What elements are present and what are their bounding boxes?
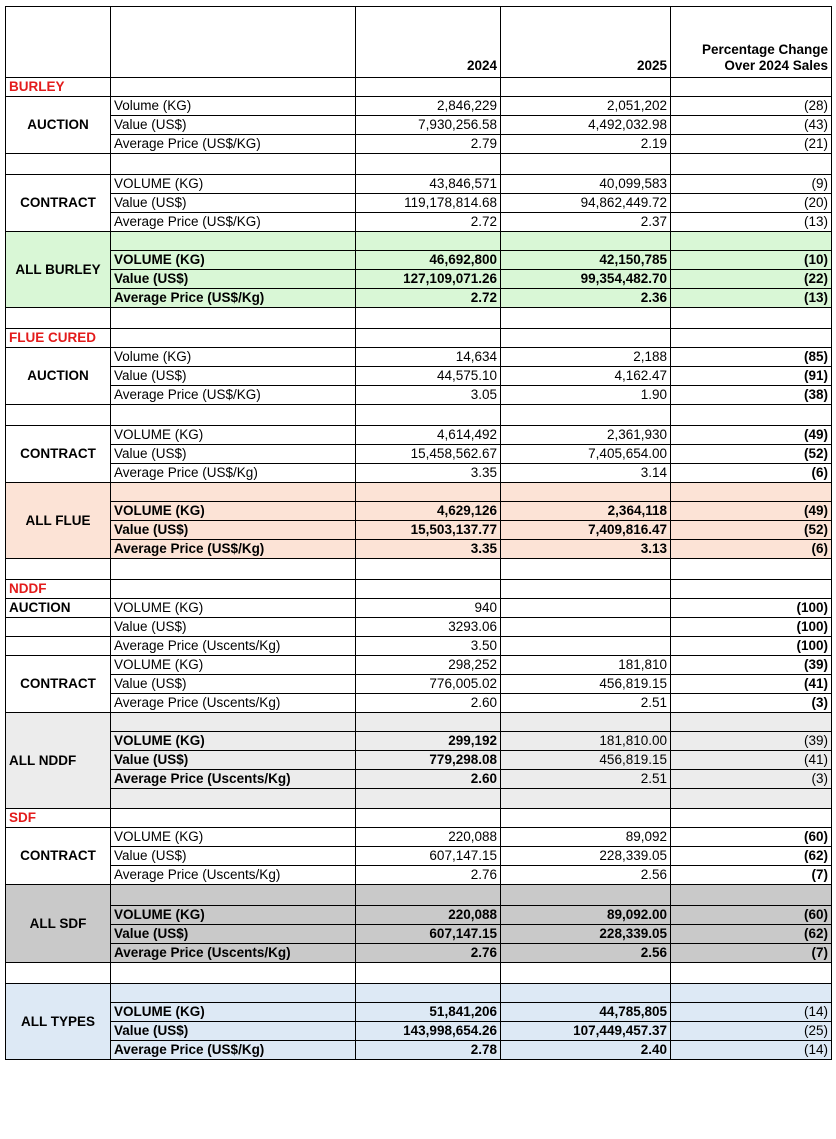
row-label: Value (US$) <box>111 618 356 637</box>
value-2024: 15,458,562.67 <box>356 445 501 464</box>
value-2025: 1.90 <box>501 386 671 405</box>
value-2025: 456,819.15 <box>501 751 671 770</box>
value-2025: 2,051,202 <box>501 97 671 116</box>
row-label: Value (US$) <box>111 194 356 213</box>
value-2024: 3.35 <box>356 464 501 483</box>
percent-change: (14) <box>671 1041 832 1060</box>
table-row <box>6 599 832 618</box>
percent-change: (85) <box>671 348 832 367</box>
row-label: Average Price (Uscents/Kg) <box>111 637 356 656</box>
percent-change: (14) <box>671 1003 832 1022</box>
section-row <box>6 329 832 348</box>
percent-change: (38) <box>671 386 832 405</box>
row-label: Average Price (US$/KG) <box>111 386 356 405</box>
flue-auction-label: AUCTION <box>6 348 111 405</box>
value-2025: 2.56 <box>501 944 671 963</box>
total-row <box>6 732 832 751</box>
percent-change: (39) <box>671 656 832 675</box>
percent-change: (52) <box>671 445 832 464</box>
value-2025: 2,361,930 <box>501 426 671 445</box>
percent-change: (62) <box>671 847 832 866</box>
value-2025: 2.51 <box>501 770 671 789</box>
tobacco-sales-table <box>5 6 832 1060</box>
percent-change: (28) <box>671 97 832 116</box>
value-2024: 2,846,229 <box>356 97 501 116</box>
value-2024: 2.72 <box>356 213 501 232</box>
spacer-row <box>6 405 832 426</box>
table-row <box>6 116 832 135</box>
value-2024: 7,930,256.58 <box>356 116 501 135</box>
row-label: VOLUME (KG) <box>111 828 356 847</box>
value-2025: 2.19 <box>501 135 671 154</box>
table-row <box>6 637 832 656</box>
value-2024: 3.05 <box>356 386 501 405</box>
value-2024: 46,692,800 <box>356 251 501 270</box>
value-2024: 940 <box>356 599 501 618</box>
section-row <box>6 809 832 828</box>
flue-contract-label: CONTRACT <box>6 426 111 483</box>
total-spacer-row <box>6 885 832 906</box>
value-2024: 43,846,571 <box>356 175 501 194</box>
section-row <box>6 78 832 97</box>
nddf-auction-label: AUCTION <box>6 599 111 618</box>
row-label: VOLUME (KG) <box>111 656 356 675</box>
value-2025: 2,364,118 <box>501 502 671 521</box>
burley-auction-label: AUCTION <box>6 97 111 154</box>
table-row <box>6 175 832 194</box>
total-row <box>6 502 832 521</box>
table-row <box>6 464 832 483</box>
value-2024: 298,252 <box>356 656 501 675</box>
row-label: Value (US$) <box>111 847 356 866</box>
percent-change: (9) <box>671 175 832 194</box>
percent-change: (22) <box>671 270 832 289</box>
total-row <box>6 770 832 789</box>
value-2025: 2,188 <box>501 348 671 367</box>
percent-change: (7) <box>671 944 832 963</box>
row-label: Value (US$) <box>111 521 356 540</box>
value-2024: 44,575.10 <box>356 367 501 386</box>
row-label: Value (US$) <box>111 925 356 944</box>
percent-change: (43) <box>671 116 832 135</box>
section-title-burley: BURLEY <box>6 78 111 97</box>
section-row <box>6 580 832 599</box>
value-2024: 3293.06 <box>356 618 501 637</box>
percent-change: (49) <box>671 502 832 521</box>
row-label: Average Price (US$/KG) <box>111 135 356 154</box>
table-row <box>6 367 832 386</box>
all-sdf-label: ALL SDF <box>6 885 111 963</box>
total-spacer-row <box>6 984 832 1003</box>
total-row <box>6 906 832 925</box>
table-row <box>6 618 832 637</box>
percent-change: (3) <box>671 694 832 713</box>
value-2025 <box>501 637 671 656</box>
value-2024: 220,088 <box>356 828 501 847</box>
value-2024: 2.60 <box>356 770 501 789</box>
row-label: Average Price (Uscents/Kg) <box>111 770 356 789</box>
header-year-2024: 2024 <box>356 7 501 78</box>
row-label: Value (US$) <box>111 367 356 386</box>
percent-change: (7) <box>671 866 832 885</box>
value-2025: 94,862,449.72 <box>501 194 671 213</box>
percent-change: (6) <box>671 540 832 559</box>
header-blank <box>111 7 356 78</box>
percent-change: (52) <box>671 521 832 540</box>
value-2025: 3.14 <box>501 464 671 483</box>
value-2024: 2.60 <box>356 694 501 713</box>
row-label: Value (US$) <box>111 751 356 770</box>
row-label: Volume (KG) <box>111 348 356 367</box>
value-2024: 220,088 <box>356 906 501 925</box>
value-2024: 2.76 <box>356 944 501 963</box>
value-2024: 14,634 <box>356 348 501 367</box>
row-label: VOLUME (KG) <box>111 426 356 445</box>
value-2025: 456,819.15 <box>501 675 671 694</box>
total-row <box>6 251 832 270</box>
total-row <box>6 270 832 289</box>
spacer-row <box>6 963 832 984</box>
total-row <box>6 751 832 770</box>
percent-change: (13) <box>671 289 832 308</box>
total-spacer-row <box>6 713 832 732</box>
percent-change: (3) <box>671 770 832 789</box>
row-label: VOLUME (KG) <box>111 906 356 925</box>
header-change-line1: Percentage Change <box>701 42 828 57</box>
header-percentage-change <box>671 7 832 78</box>
table-row <box>6 348 832 367</box>
value-2025: 4,492,032.98 <box>501 116 671 135</box>
value-2024: 776,005.02 <box>356 675 501 694</box>
section-title-sdf: SDF <box>6 809 111 828</box>
value-2025: 4,162.47 <box>501 367 671 386</box>
value-2025: 2.36 <box>501 289 671 308</box>
percent-change: (25) <box>671 1022 832 1041</box>
value-2024: 4,629,126 <box>356 502 501 521</box>
all-flue-label: ALL FLUE <box>6 483 111 559</box>
row-label: Average Price (US$/Kg) <box>111 289 356 308</box>
all-burley-label: ALL BURLEY <box>6 232 111 308</box>
value-2025: 2.56 <box>501 866 671 885</box>
value-2025: 89,092.00 <box>501 906 671 925</box>
header-change-line2: Over 2024 Sales <box>724 58 828 73</box>
table-row <box>6 213 832 232</box>
table-row <box>6 194 832 213</box>
value-2025: 3.13 <box>501 540 671 559</box>
header-blank <box>6 7 111 78</box>
percent-change: (6) <box>671 464 832 483</box>
percent-change: (100) <box>671 618 832 637</box>
row-label: Value (US$) <box>111 675 356 694</box>
burley-contract-label: CONTRACT <box>6 175 111 232</box>
value-2025: 44,785,805 <box>501 1003 671 1022</box>
total-row <box>6 1041 832 1060</box>
row-label: VOLUME (KG) <box>111 732 356 751</box>
row-label: Average Price (US$/Kg) <box>111 1041 356 1060</box>
percent-change: (13) <box>671 213 832 232</box>
value-2024: 779,298.08 <box>356 751 501 770</box>
row-label: Value (US$) <box>111 445 356 464</box>
value-2024: 119,178,814.68 <box>356 194 501 213</box>
nddf-contract-label: CONTRACT <box>6 656 111 713</box>
all-nddf-label: ALL NDDF <box>6 713 111 809</box>
value-2024: 2.76 <box>356 866 501 885</box>
value-2024: 2.78 <box>356 1041 501 1060</box>
total-spacer-row <box>6 232 832 251</box>
row-label: Average Price (US$/Kg) <box>111 540 356 559</box>
spacer-row <box>6 559 832 580</box>
section-title-flue-cured: FLUE CURED <box>6 329 111 348</box>
row-label: VOLUME (KG) <box>111 502 356 521</box>
sdf-contract-label: CONTRACT <box>6 828 111 885</box>
value-2024: 607,147.15 <box>356 925 501 944</box>
row-label: VOLUME (KG) <box>111 599 356 618</box>
value-2024: 4,614,492 <box>356 426 501 445</box>
row-label: Average Price (US$/Kg) <box>111 464 356 483</box>
percent-change: (41) <box>671 675 832 694</box>
value-2024: 3.50 <box>356 637 501 656</box>
percent-change: (21) <box>671 135 832 154</box>
table-row <box>6 386 832 405</box>
value-2025: 40,099,583 <box>501 175 671 194</box>
value-2025 <box>501 599 671 618</box>
row-label: VOLUME (KG) <box>111 1003 356 1022</box>
percent-change: (62) <box>671 925 832 944</box>
row-label: VOLUME (KG) <box>111 175 356 194</box>
value-2025: 2.40 <box>501 1041 671 1060</box>
percent-change: (39) <box>671 732 832 751</box>
value-2024: 299,192 <box>356 732 501 751</box>
value-2024: 51,841,206 <box>356 1003 501 1022</box>
value-2025: 7,409,816.47 <box>501 521 671 540</box>
row-label: Volume (KG) <box>111 97 356 116</box>
table-row <box>6 694 832 713</box>
value-2024: 143,998,654.26 <box>356 1022 501 1041</box>
percent-change: (20) <box>671 194 832 213</box>
row-label: Value (US$) <box>111 1022 356 1041</box>
all-types-label: ALL TYPES <box>6 984 111 1060</box>
percent-change: (100) <box>671 637 832 656</box>
spacer-row <box>6 308 832 329</box>
table-row <box>6 135 832 154</box>
value-2025: 2.37 <box>501 213 671 232</box>
percent-change: (49) <box>671 426 832 445</box>
value-2025: 89,092 <box>501 828 671 847</box>
value-2025: 2.51 <box>501 694 671 713</box>
total-row <box>6 1003 832 1022</box>
percent-change: (41) <box>671 751 832 770</box>
value-2024: 2.72 <box>356 289 501 308</box>
value-2024: 2.79 <box>356 135 501 154</box>
total-spacer-row <box>6 483 832 502</box>
table-row <box>6 656 832 675</box>
value-2025: 228,339.05 <box>501 847 671 866</box>
percent-change: (60) <box>671 906 832 925</box>
value-2025: 42,150,785 <box>501 251 671 270</box>
total-row <box>6 521 832 540</box>
row-label: Average Price (Uscents/Kg) <box>111 866 356 885</box>
value-2025 <box>501 618 671 637</box>
percent-change: (91) <box>671 367 832 386</box>
spacer-row <box>6 154 832 175</box>
total-spacer-row <box>6 789 832 809</box>
value-2025: 107,449,457.37 <box>501 1022 671 1041</box>
value-2025: 181,810.00 <box>501 732 671 751</box>
header-row <box>6 7 832 78</box>
table-row <box>6 97 832 116</box>
table-row <box>6 847 832 866</box>
percent-change: (60) <box>671 828 832 847</box>
value-2025: 99,354,482.70 <box>501 270 671 289</box>
row-label: Average Price (US$/KG) <box>111 213 356 232</box>
table-row <box>6 828 832 847</box>
row-label: Average Price (Uscents/Kg) <box>111 944 356 963</box>
header-year-2025: 2025 <box>501 7 671 78</box>
value-2024: 3.35 <box>356 540 501 559</box>
value-2024: 15,503,137.77 <box>356 521 501 540</box>
table-row <box>6 445 832 464</box>
section-title-nddf: NDDF <box>6 580 111 599</box>
value-2025: 228,339.05 <box>501 925 671 944</box>
total-row <box>6 289 832 308</box>
value-2025: 181,810 <box>501 656 671 675</box>
total-row <box>6 540 832 559</box>
table-row <box>6 866 832 885</box>
total-row <box>6 944 832 963</box>
value-2024: 607,147.15 <box>356 847 501 866</box>
row-label: Value (US$) <box>111 270 356 289</box>
percent-change: (100) <box>671 599 832 618</box>
value-2025: 7,405,654.00 <box>501 445 671 464</box>
row-label: Value (US$) <box>111 116 356 135</box>
table-row <box>6 426 832 445</box>
table-row <box>6 675 832 694</box>
total-row <box>6 1022 832 1041</box>
row-label: Average Price (Uscents/Kg) <box>111 694 356 713</box>
percent-change: (10) <box>671 251 832 270</box>
row-label: VOLUME (KG) <box>111 251 356 270</box>
value-2024: 127,109,071.26 <box>356 270 501 289</box>
total-row <box>6 925 832 944</box>
